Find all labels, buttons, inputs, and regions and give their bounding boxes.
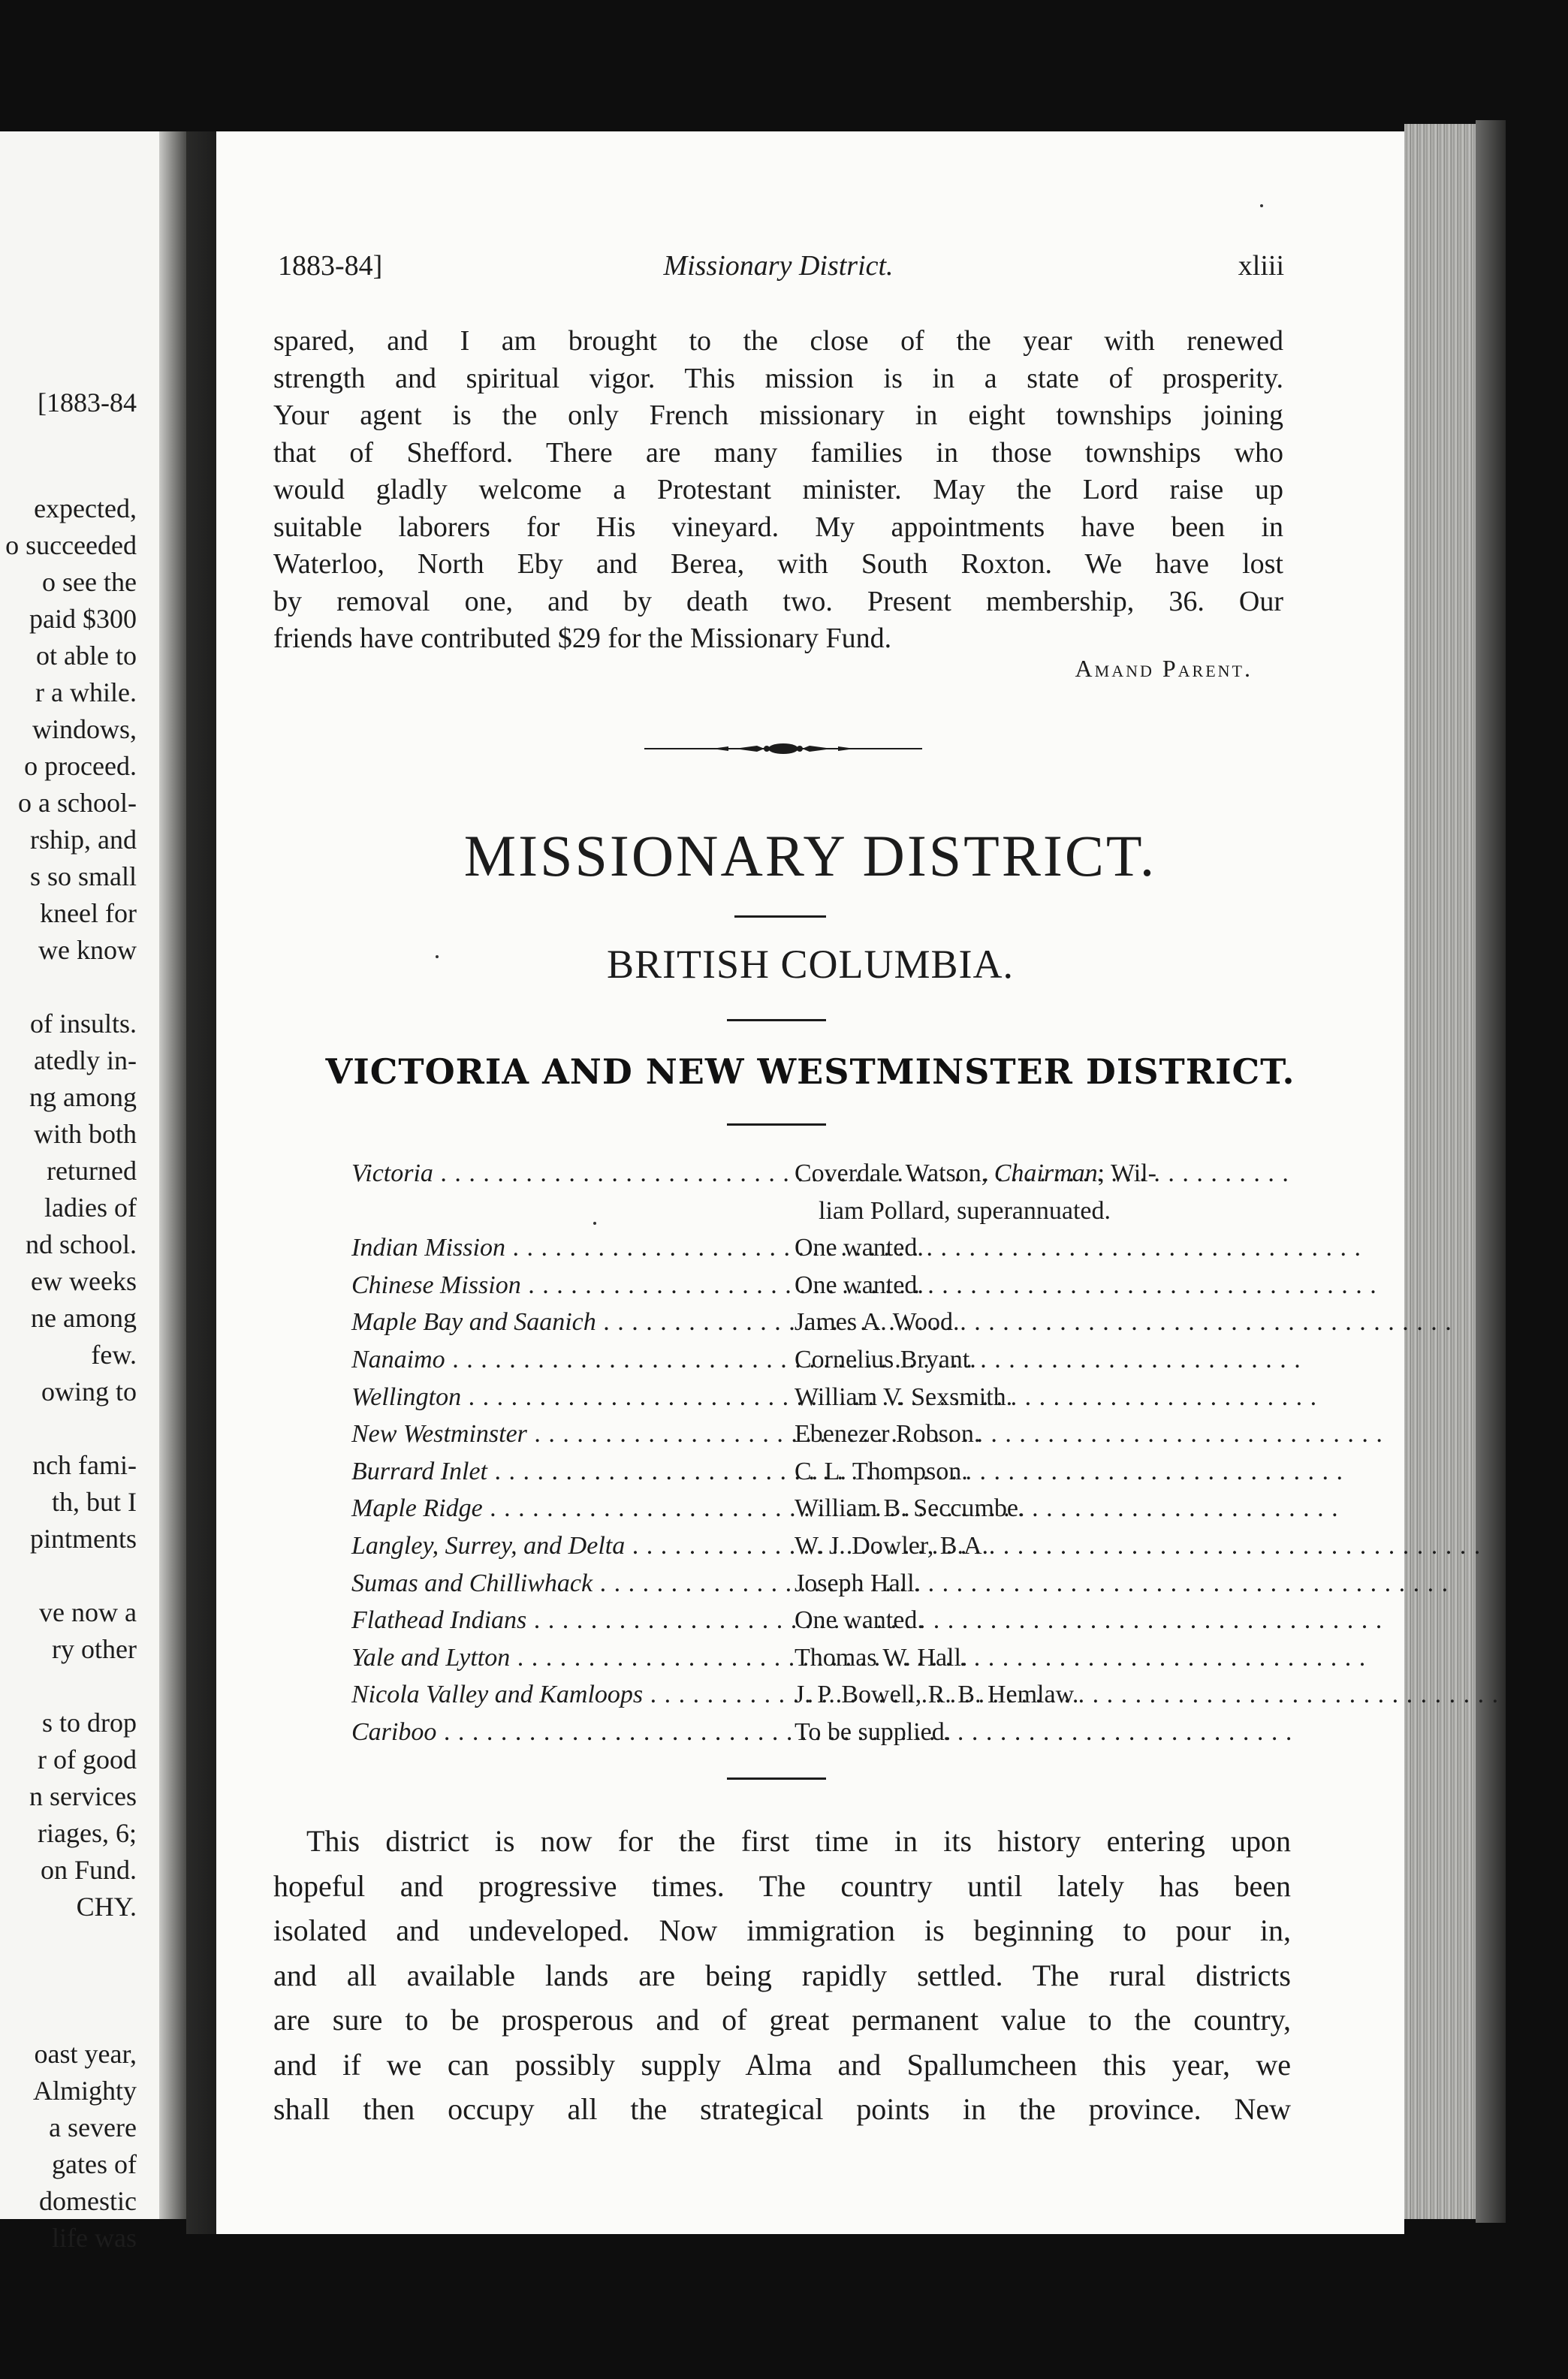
minister-name: James A. Wood. bbox=[795, 1308, 960, 1337]
book-spine bbox=[186, 131, 216, 2234]
station-row bbox=[351, 1379, 1298, 1416]
ornament-divider bbox=[644, 740, 922, 758]
left-page-line: a severe bbox=[49, 2112, 137, 2142]
left-page-line: life was bbox=[52, 2223, 137, 2253]
station-name: Victoria . . . bbox=[351, 1155, 787, 1193]
station-name: Maple Ridge . . . bbox=[351, 1490, 787, 1527]
station-name: Maple Bay and Saanich . . . bbox=[351, 1304, 787, 1341]
left-page-line: o proceed. bbox=[24, 751, 137, 781]
left-page-line: rship, and bbox=[30, 825, 137, 855]
station-name: Indian Mission . . . bbox=[351, 1229, 787, 1267]
district-rule bbox=[727, 1123, 826, 1126]
paragraph-line: This district is now for the first time in its history entering upon bbox=[306, 1824, 1291, 1858]
left-page-line bbox=[5, 1962, 137, 1999]
left-page-line: atedly in- bbox=[34, 1045, 137, 1075]
minister-name: Ebenezer Robson. bbox=[795, 1420, 981, 1449]
left-page-line: ne among bbox=[31, 1303, 137, 1333]
paragraph-line: spared, and I am brought to the close of the year with renewed bbox=[273, 325, 1283, 357]
left-page-line: s to drop bbox=[42, 1708, 137, 1738]
left-page-line: Almighty bbox=[32, 2076, 137, 2106]
left-page-line: r a while. bbox=[35, 677, 137, 707]
station-minister bbox=[795, 1676, 1078, 1714]
left-page-line bbox=[5, 1557, 137, 1594]
paragraph-line: friends have contributed $29 for the Missionary Fund. bbox=[273, 623, 892, 654]
left-page-line: domestic bbox=[39, 2186, 137, 2216]
station-row bbox=[351, 1416, 1298, 1453]
station-minister bbox=[795, 1379, 1012, 1416]
minister-name: One wanted. bbox=[795, 1234, 924, 1262]
minister-name: Coverdale Watson, bbox=[795, 1159, 994, 1187]
minister-name: To be supplied. bbox=[795, 1717, 951, 1746]
paragraph-line: by removal one, and by death two. Present membership, 36. Our bbox=[273, 585, 1283, 617]
station-minister bbox=[795, 1416, 980, 1453]
left-page-line: of insults. bbox=[29, 1009, 137, 1039]
left-page-line: gates of bbox=[52, 2149, 137, 2179]
station-name: New Westminster . . . bbox=[351, 1416, 787, 1453]
closing-paragraph bbox=[273, 1819, 1291, 2132]
left-page-line: ve now a bbox=[39, 1597, 137, 1627]
station-minister bbox=[795, 1527, 988, 1565]
left-page-line: few. bbox=[91, 1340, 137, 1370]
left-page-line: ot able to bbox=[36, 641, 137, 671]
left-page-line: s so small bbox=[29, 861, 137, 891]
book-gutter bbox=[159, 131, 186, 2219]
paragraph-line: are sure to be prosperous and of great permanent value to the country, bbox=[273, 2003, 1291, 2037]
left-page-line: we know bbox=[38, 935, 137, 965]
cover-edge bbox=[1476, 120, 1506, 2223]
left-page-line bbox=[5, 1668, 137, 1705]
scan-speck bbox=[1260, 204, 1263, 207]
paragraph-line: that of Shefford. There are many families in those townships who bbox=[273, 436, 1283, 469]
minister-name: liam Pollard, superannuated. bbox=[819, 1196, 1111, 1225]
section-title: MISSIONARY DISTRICT. bbox=[463, 823, 1157, 888]
minister-name: William B. Seccumbe. bbox=[795, 1494, 1025, 1523]
station-minister bbox=[795, 1304, 960, 1341]
scan-speck bbox=[436, 955, 439, 958]
station-minister bbox=[795, 1714, 951, 1751]
left-page-line: ladies of bbox=[44, 1193, 137, 1223]
station-minister bbox=[795, 1490, 1024, 1527]
paragraph-line: isolated and undeveloped. Now immigration is beginning to pour in, bbox=[273, 1913, 1291, 1947]
left-page-line bbox=[5, 969, 137, 1006]
station-minister bbox=[795, 1267, 924, 1304]
left-page-line: ew weeks bbox=[31, 1266, 137, 1296]
left-page-line: o see the bbox=[42, 567, 137, 597]
page-number: xliii bbox=[1238, 250, 1284, 282]
station-row bbox=[351, 1155, 1298, 1193]
paragraph-line: would gladly welcome a Protestant minister. May the Lord raise up bbox=[273, 474, 1283, 505]
minister-name: William V. Sexsmith. bbox=[795, 1382, 1013, 1411]
station-row bbox=[351, 1267, 1298, 1304]
minister-name: J. P. Bowell, R. B. Hemlaw. bbox=[795, 1681, 1079, 1709]
left-page-line: ry other bbox=[52, 1634, 137, 1664]
paragraph-line: shall then occupy all the strategical points in the province. New bbox=[273, 2092, 1291, 2126]
left-page-line: nch fami- bbox=[32, 1450, 137, 1480]
minister-role: Chairman bbox=[994, 1159, 1098, 1187]
station-name: Langley, Surrey, and Delta . . . bbox=[351, 1527, 787, 1565]
left-page-line bbox=[5, 1410, 137, 1447]
station-row bbox=[351, 1527, 1298, 1565]
station-minister bbox=[795, 1639, 967, 1677]
left-page-line: o a school- bbox=[18, 788, 137, 818]
station-row bbox=[351, 1602, 1298, 1639]
left-page-line: owing to bbox=[41, 1376, 137, 1407]
station-minister bbox=[795, 1229, 924, 1267]
opening-paragraph bbox=[273, 323, 1283, 658]
running-head-year: 1883-84] bbox=[278, 250, 383, 282]
running-head-title: Missionary District. bbox=[663, 250, 894, 282]
paragraph-line: strength and spiritual vigor. This mission is in a state of prosperity. bbox=[273, 362, 1283, 394]
paragraph-line: Your agent is the only French missionary in eight townships joining bbox=[273, 400, 1283, 431]
station-minister bbox=[819, 1193, 1111, 1230]
minister-name: C. L. Thompson. bbox=[795, 1457, 968, 1485]
station-minister bbox=[795, 1155, 1156, 1193]
station-row bbox=[351, 1676, 1298, 1714]
left-page-line: th, but I bbox=[52, 1487, 137, 1517]
district-title: VICTORIA AND NEW WESTMINSTER DISTRICT. bbox=[325, 1051, 1295, 1092]
left-page-line: CHY. bbox=[76, 1892, 137, 1922]
station-row bbox=[351, 1714, 1298, 1751]
roster-end-rule bbox=[727, 1777, 826, 1780]
left-page-line: expected, bbox=[34, 493, 137, 523]
page-block-edge bbox=[1404, 124, 1479, 2219]
minister-name: Cornelius Bryant. bbox=[795, 1345, 976, 1373]
left-page-header: [1883-84 bbox=[38, 387, 137, 418]
left-page-line: n services bbox=[29, 1781, 137, 1811]
station-roster bbox=[351, 1155, 1298, 1751]
station-name: Nicola Valley and Kamloops . . . bbox=[351, 1676, 787, 1714]
conference-subtitle: BRITISH COLUMBIA. bbox=[606, 942, 1015, 987]
station-row bbox=[351, 1565, 1298, 1603]
left-page-line: kneel for bbox=[40, 898, 137, 928]
minister-name-continued: ; Wil- bbox=[1097, 1159, 1156, 1187]
subtitle-rule bbox=[727, 1019, 826, 1021]
station-name: Chinese Mission . . . bbox=[351, 1267, 787, 1304]
left-page-text bbox=[5, 490, 137, 2257]
station-name: Flathead Indians . . . bbox=[351, 1602, 787, 1639]
minister-name: Thomas W. Hall. bbox=[795, 1643, 968, 1672]
title-rule bbox=[734, 915, 826, 918]
station-minister bbox=[795, 1341, 976, 1379]
paragraph-line: and all available lands are being rapidly settled. The rural districts bbox=[273, 1958, 1291, 1992]
left-page-line bbox=[5, 1925, 137, 1962]
left-page-line: with both bbox=[33, 1119, 137, 1149]
minister-name: One wanted. bbox=[795, 1271, 924, 1299]
left-page-line: riages, 6; bbox=[38, 1818, 137, 1848]
station-row bbox=[351, 1639, 1298, 1677]
paragraph-line: suitable laborers for His vineyard. My appointments have been in bbox=[273, 511, 1283, 543]
station-row bbox=[351, 1304, 1298, 1341]
station-name: Nanaimo . . . bbox=[351, 1341, 787, 1379]
station-name: Sumas and Chilliwhack . . . bbox=[351, 1565, 787, 1603]
left-page-line: o succeeded bbox=[5, 530, 137, 560]
minister-name: One wanted. bbox=[795, 1606, 924, 1635]
station-minister bbox=[795, 1453, 968, 1491]
station-name: Cariboo . . . bbox=[351, 1714, 787, 1751]
station-minister bbox=[795, 1602, 924, 1639]
left-page-line bbox=[5, 1999, 137, 2036]
station-name: Wellington . . . bbox=[351, 1379, 787, 1416]
minister-name: Joseph Hall. bbox=[795, 1569, 921, 1597]
left-page-line: pintments bbox=[30, 1524, 137, 1554]
left-page-line: windows, bbox=[32, 714, 137, 744]
left-page-line: returned bbox=[47, 1156, 137, 1186]
station-row bbox=[351, 1341, 1298, 1379]
left-facing-page bbox=[0, 131, 159, 2253]
station-row bbox=[351, 1490, 1298, 1527]
left-page-line: paid $300 bbox=[29, 604, 137, 634]
signature: Amand Parent. bbox=[1075, 655, 1253, 682]
left-page-line: nd school. bbox=[26, 1229, 137, 1259]
left-page-line: oast year, bbox=[34, 2039, 137, 2069]
station-minister bbox=[795, 1565, 921, 1603]
minister-name: W. J. Dowler, B.A. bbox=[795, 1531, 989, 1560]
paragraph-line: Waterloo, North Eby and Berea, with South Roxton. We have lost bbox=[273, 548, 1283, 580]
left-page-line: r of good bbox=[38, 1744, 137, 1774]
station-row bbox=[351, 1229, 1298, 1267]
paragraph-line: and if we can possibly supply Alma and Spallumcheen this year, we bbox=[273, 2047, 1291, 2082]
left-page-line: ng among bbox=[29, 1082, 137, 1112]
station-row bbox=[351, 1193, 1298, 1230]
scan-speck bbox=[593, 1222, 596, 1225]
station-row bbox=[351, 1453, 1298, 1491]
paragraph-line: hopeful and progressive times. The country until lately has been bbox=[273, 1868, 1291, 1903]
station-name: Burrard Inlet . . . bbox=[351, 1453, 787, 1491]
station-name: Yale and Lytton . . . bbox=[351, 1639, 787, 1677]
left-page-line: on Fund. bbox=[40, 1855, 137, 1885]
